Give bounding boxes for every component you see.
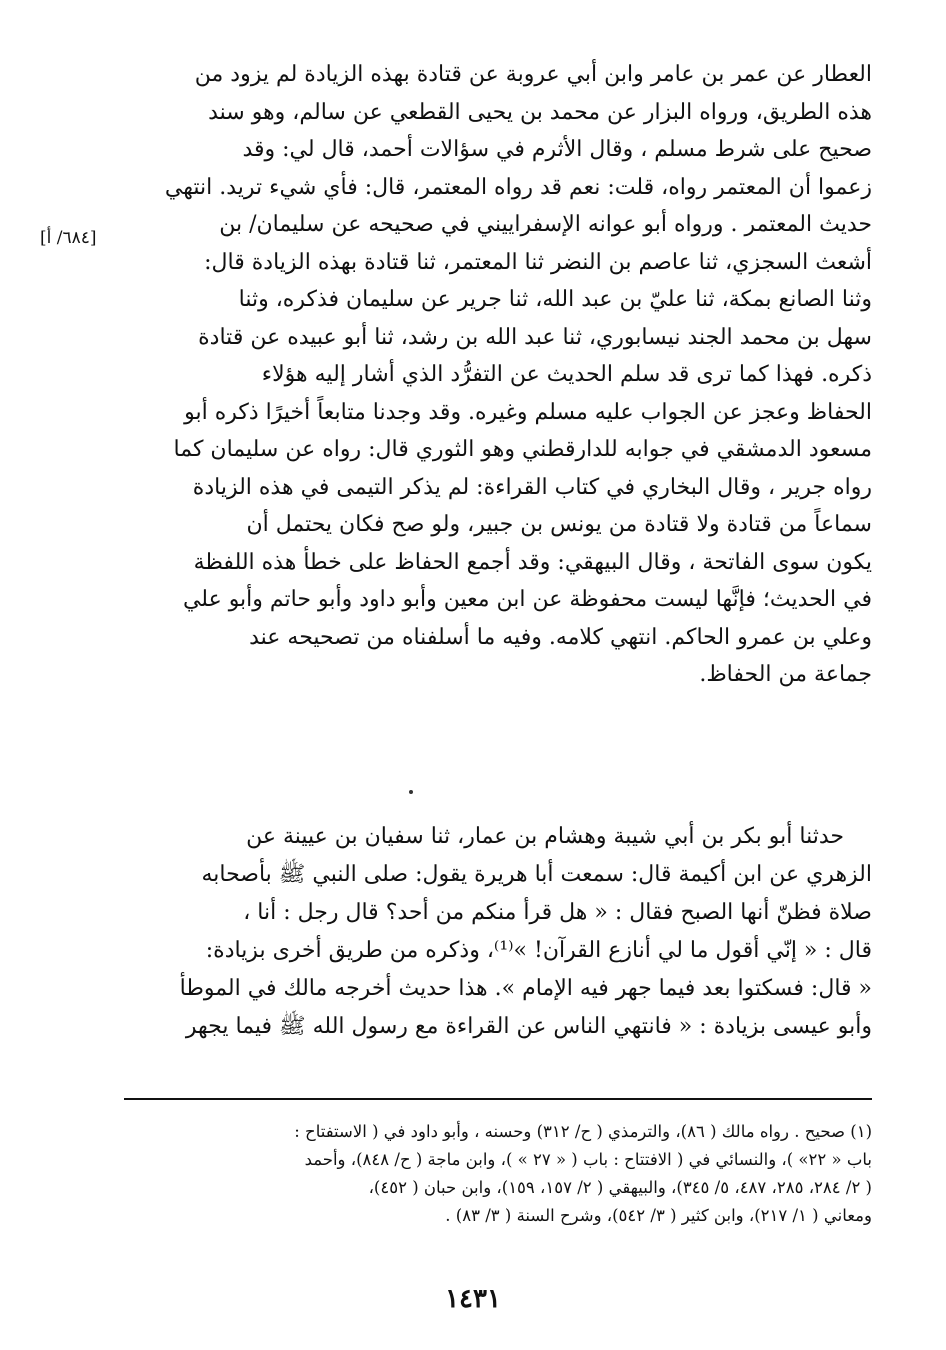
hadith-paragraph	[124, 818, 872, 1046]
text-line: وأبو عيسى بزيادة : « فانتهي الناس عن القراءة مع رسول الله ﷺ فيما يجهر	[185, 1014, 872, 1039]
text-line: ذكره. فهذا كما ترى قد سلم الحديث عن التفرُّد الذي أشار إليه هؤلاء	[261, 362, 872, 387]
text-line: الزهري عن ابن أكيمة قال: سمعت أبا هريرة يقول: صلى النبي ﷺ بأصحابه	[201, 862, 872, 887]
text-line: رواه جرير ، وقال البخاري في كتاب القراءة: لم يذكر التيمى في هذه الزيادة	[192, 474, 872, 500]
footnote-separator	[124, 1098, 872, 1100]
text-line: حديث المعتمر . ورواه أبو عوانه الإسفراييني في صحيحه عن سليمان/ بن	[219, 212, 872, 237]
text-line: زعموا أن المعتمر رواه، قلت: نعم قد رواه المعتمر، قال: فأي شيء تريد. انتهي	[164, 174, 872, 200]
text-line: سهل بن محمد الجند نيسابوري، ثنا عبد الله بن رشد، ثنا أبو عبيده عن قتادة	[198, 324, 872, 350]
margin-folio-marker: [٦٨٤/ أ]	[40, 228, 97, 248]
text-line: مسعود الدمشقي في جوابه للدارقطني وهو الثوري قال: رواه عن سليمان كما	[173, 437, 872, 462]
text-line: صحيح على شرط مسلم ، وقال الأثرم في سؤالات أحمد، قال لي: وقد	[242, 137, 872, 162]
text-line: صلاة فظنّ أنها الصبح فقال : « هل قرأ منكم من أحد؟ قال رجل : أنا ،	[243, 900, 872, 925]
text-line: وثنا الصانع بمكة، ثنا عليّ بن عبد الله، ثنا جرير عن سليمان فذكره، وثنا	[238, 287, 872, 312]
text-line: الحفاظ وعجز عن الجواب عليه مسلم وغيره. وقد وجدنا متابعاً أخيرًا ذكره أبو	[184, 399, 872, 425]
page-number: ١٤٣١	[445, 1284, 501, 1314]
text-line: أشعث السجزي، ثنا عاصم بن النضر ثنا المعتمر، ثنا قتادة بهذه الزيادة قال:	[204, 249, 872, 275]
text-line: يكون سوى الفاتحة ، وقال البيهقي: وقد أجمع الحفاظ على خطأ هذه اللفظة	[193, 549, 872, 575]
text-line: قال : « إنّي أقول ما لي أنازع القرآن! »⁽¹⁾، وذكره من طريق أخرى بزيادة:	[205, 938, 872, 963]
stray-dot	[409, 790, 413, 794]
footnotes	[124, 1118, 872, 1230]
text-line: باب « ٢٢» )، والنسائي في ( الافتتاح : باب ( « ٢٧ » )، وابن ماجة ( ح/ ٨٤٨)، وأحمد	[304, 1150, 872, 1169]
text-line: في الحديث؛ فإنَّها ليست محفوظة عن ابن معين وأبو داود وأبو حاتم وأبو علي	[182, 587, 872, 612]
text-line: (١) صحيح . رواه مالك ( ٨٦)، والترمذي ( ح/ ٣١٢) وحسنه ، وأبو داود في ( الاستفتاح :	[294, 1122, 872, 1141]
text-line: ومعاني ( ١/ ٢١٧)، وابن كثير ( ٣/ ٥٤٢)، وشرح السنة ( ٣/ ٨٣) .	[445, 1206, 872, 1225]
text-line: ( ٢/ ٢٨٤، ٢٨٥، ٤٨٧، ٥/ ٣٤٥)، والبيهقي ( ٢/ ١٥٧، ١٥٩)، وابن حبان ( ٤٥٢)،	[368, 1178, 872, 1197]
main-paragraph	[124, 56, 872, 694]
text-line: العطار عن عمر بن عامر وابن أبي عروبة عن قتادة بهذه الزيادة لم يزود من	[194, 62, 872, 87]
text-line: سماعاً من قتادة ولا قتادة من يونس بن جبير، ولو صح فكان يحتمل أن	[246, 512, 872, 537]
text-line: حدثنا أبو بكر بن أبي شيبة وهشام بن عمار، ثنا سفيان بن عيينة عن	[246, 824, 844, 849]
text-line: « قال: فسكتوا بعد فيما جهر فيه الإمام ». هذا حديث أخرجه مالك في الموطأ	[179, 976, 872, 1001]
text-line: هذه الطريق، ورواه البزار عن محمد بن يحيى القطعي عن سالم، وهو سند	[208, 99, 872, 125]
text-line: وعلي بن عمرو الحاكم. انتهي كلامه. وفيه ما أسلفناه من تصحيحه عند	[249, 624, 872, 650]
text-line: جماعة من الحفاظ.	[699, 662, 872, 687]
